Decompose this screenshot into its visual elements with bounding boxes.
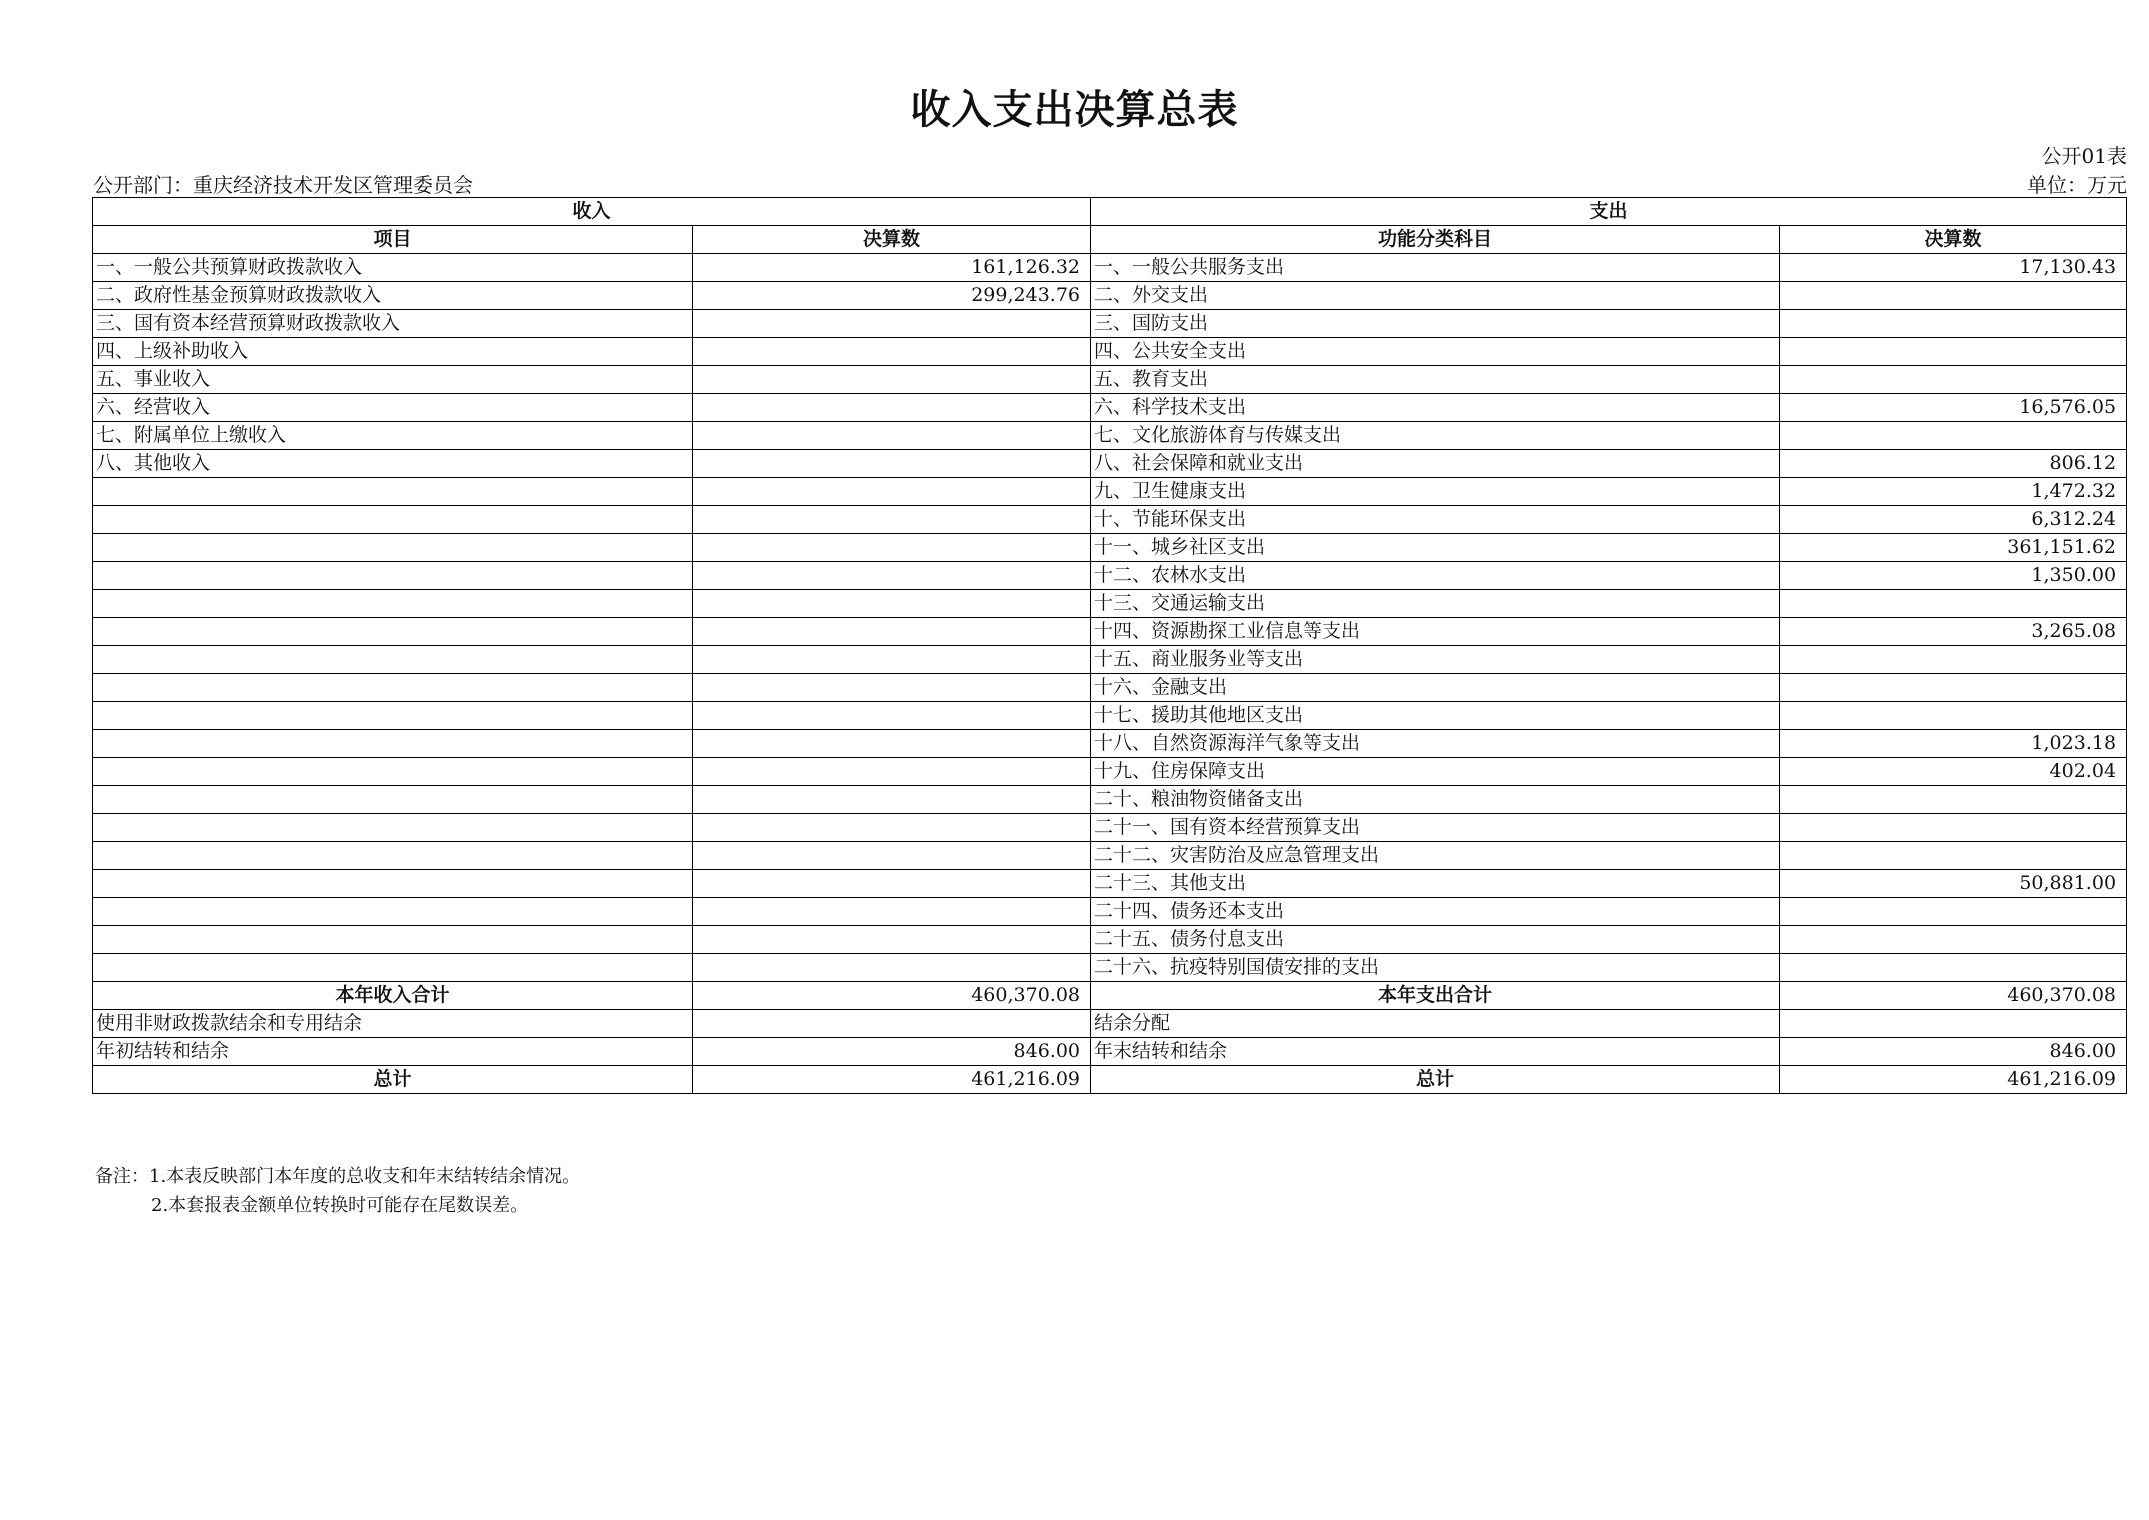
- income-amount-cell: [693, 758, 1091, 786]
- department-label: 公开部门：重庆经济技术开发区管理委员会: [93, 173, 473, 197]
- expense-amount-cell: 50,881.00: [1780, 870, 2127, 898]
- expense-amount-cell: [1780, 282, 2127, 310]
- income-amount-cell: [693, 646, 1091, 674]
- expense-amount-cell: 3,265.08: [1780, 618, 2127, 646]
- income-amount-cell: [693, 926, 1091, 954]
- income-item-cell: [93, 674, 693, 702]
- table-row: [93, 562, 2127, 590]
- expense-category-cell: 十九、住房保障支出: [1091, 758, 1780, 786]
- year-total-row: [93, 982, 2127, 1010]
- income-amount-cell: [693, 674, 1091, 702]
- year-income-total-value: 460,370.08: [693, 982, 1091, 1010]
- income-item-cell: [93, 646, 693, 674]
- year-expense-total-value: 460,370.08: [1780, 982, 2127, 1010]
- column-header-row: [93, 226, 2127, 254]
- income-amount-cell: [693, 366, 1091, 394]
- grand-total-value-left: 461,216.09: [693, 1066, 1091, 1094]
- table-row: [93, 254, 2127, 282]
- table-row: [93, 618, 2127, 646]
- table-row: [93, 730, 2127, 758]
- table-row: [93, 394, 2127, 422]
- table-row: [93, 338, 2127, 366]
- expense-category-cell: 十、节能环保支出: [1091, 506, 1780, 534]
- expense-category-cell: 三、国防支出: [1091, 310, 1780, 338]
- income-amount-cell: [693, 898, 1091, 926]
- income-header: 收入: [93, 198, 1091, 226]
- table-row: [93, 310, 2127, 338]
- income-amount-cell: [693, 786, 1091, 814]
- category-column-header: 功能分类科目: [1091, 226, 1780, 254]
- income-item-cell: [93, 954, 693, 982]
- table-body: [93, 254, 2127, 982]
- income-amount-cell: [693, 870, 1091, 898]
- expense-category-cell: 二十六、抗疫特别国债安排的支出: [1091, 954, 1780, 982]
- expense-amount-cell: 1,472.32: [1780, 478, 2127, 506]
- expense-amount-cell: 1,023.18: [1780, 730, 2127, 758]
- expense-category-cell: 二十一、国有资本经营预算支出: [1091, 814, 1780, 842]
- expense-category-cell: 十一、城乡社区支出: [1091, 534, 1780, 562]
- income-amount-cell: [693, 562, 1091, 590]
- table-row: [93, 478, 2127, 506]
- income-amount-column-header: 决算数: [693, 226, 1091, 254]
- expense-amount-cell: 361,151.62: [1780, 534, 2127, 562]
- expense-amount-cell: [1780, 310, 2127, 338]
- income-item-cell: [93, 926, 693, 954]
- note-2: 2.本套报表金额单位转换时可能存在尾数误差。: [151, 1195, 529, 1216]
- income-item-cell: [93, 870, 693, 898]
- expense-category-cell: 四、公共安全支出: [1091, 338, 1780, 366]
- expense-amount-cell: [1780, 366, 2127, 394]
- expense-category-cell: 十五、商业服务业等支出: [1091, 646, 1780, 674]
- note-1: 备注：1.本表反映部门本年度的总收支和年末结转结余情况。: [95, 1166, 581, 1187]
- expense-category-cell: 十二、农林水支出: [1091, 562, 1780, 590]
- income-item-cell: [93, 534, 693, 562]
- income-item-cell: [93, 842, 693, 870]
- table-row: [93, 282, 2127, 310]
- income-amount-cell: [693, 506, 1091, 534]
- expense-category-cell: 六、科学技术支出: [1091, 394, 1780, 422]
- nonfiscal-value: [693, 1010, 1091, 1038]
- table-row: [93, 758, 2127, 786]
- expense-amount-cell: [1780, 702, 2127, 730]
- income-amount-cell: [693, 618, 1091, 646]
- nonfiscal-row: [93, 1010, 2127, 1038]
- expense-category-cell: 十七、援助其他地区支出: [1091, 702, 1780, 730]
- income-amount-cell: [693, 310, 1091, 338]
- expense-amount-cell: 6,312.24: [1780, 506, 2127, 534]
- table-row: [93, 534, 2127, 562]
- income-amount-cell: [693, 394, 1091, 422]
- income-item-cell: [93, 898, 693, 926]
- expense-amount-cell: [1780, 954, 2127, 982]
- expense-category-cell: 二十五、债务付息支出: [1091, 926, 1780, 954]
- expense-category-cell: 十三、交通运输支出: [1091, 590, 1780, 618]
- expense-amount-cell: [1780, 842, 2127, 870]
- table-row: [93, 954, 2127, 982]
- income-item-cell: [93, 590, 693, 618]
- expense-header: 支出: [1091, 198, 2127, 226]
- surplus-distribution-value: [1780, 1010, 2127, 1038]
- expense-amount-cell: [1780, 674, 2127, 702]
- nonfiscal-label: 使用非财政拨款结余和专用结余: [93, 1010, 693, 1038]
- table-row: [93, 366, 2127, 394]
- table-row: [93, 702, 2127, 730]
- income-item-cell: [93, 478, 693, 506]
- expense-category-cell: 二十四、债务还本支出: [1091, 898, 1780, 926]
- expense-category-cell: 八、社会保障和就业支出: [1091, 450, 1780, 478]
- income-amount-cell: [693, 590, 1091, 618]
- table-row: [93, 450, 2127, 478]
- expense-amount-cell: [1780, 814, 2127, 842]
- income-amount-cell: [693, 338, 1091, 366]
- grand-total-label-right: 总计: [1091, 1066, 1780, 1094]
- expense-amount-cell: [1780, 786, 2127, 814]
- table-row: [93, 870, 2127, 898]
- surplus-distribution-label: 结余分配: [1091, 1010, 1780, 1038]
- expense-amount-cell: 17,130.43: [1780, 254, 2127, 282]
- ending-carryover-label: 年末结转和结余: [1091, 1038, 1780, 1066]
- income-item-cell: [93, 506, 693, 534]
- income-item-cell: [93, 730, 693, 758]
- income-amount-cell: [693, 478, 1091, 506]
- year-income-total-label: 本年收入合计: [93, 982, 693, 1010]
- table-row: [93, 786, 2127, 814]
- expense-amount-cell: [1780, 590, 2127, 618]
- grand-total-value-right: 461,216.09: [1780, 1066, 2127, 1094]
- ending-carryover-value: 846.00: [1780, 1038, 2127, 1066]
- expense-amount-cell: 16,576.05: [1780, 394, 2127, 422]
- expense-category-cell: 二十、粮油物资储备支出: [1091, 786, 1780, 814]
- unit-label: 单位：万元: [2027, 173, 2127, 197]
- income-item-cell: [93, 786, 693, 814]
- expense-amount-cell: [1780, 926, 2127, 954]
- table-row: [93, 814, 2127, 842]
- beginning-carryover-value: 846.00: [693, 1038, 1091, 1066]
- expense-category-cell: 十四、资源勘探工业信息等支出: [1091, 618, 1780, 646]
- notes: [95, 1162, 580, 1220]
- income-amount-cell: [693, 954, 1091, 982]
- income-amount-cell: [693, 450, 1091, 478]
- grand-total-row: [93, 1066, 2127, 1094]
- expense-category-cell: 九、卫生健康支出: [1091, 478, 1780, 506]
- page-title: 收入支出决算总表: [910, 87, 1239, 133]
- income-item-cell: 七、附属单位上缴收入: [93, 422, 693, 450]
- table-row: [93, 590, 2127, 618]
- grand-total-label-left: 总计: [93, 1066, 693, 1094]
- expense-category-cell: 五、教育支出: [1091, 366, 1780, 394]
- income-amount-cell: 299,243.76: [693, 282, 1091, 310]
- income-item-cell: 二、政府性基金预算财政拨款收入: [93, 282, 693, 310]
- beginning-carryover-label: 年初结转和结余: [93, 1038, 693, 1066]
- expense-category-cell: 二十三、其他支出: [1091, 870, 1780, 898]
- income-amount-cell: [693, 422, 1091, 450]
- expense-amount-cell: [1780, 338, 2127, 366]
- year-expense-total-label: 本年支出合计: [1091, 982, 1780, 1010]
- income-amount-cell: [693, 702, 1091, 730]
- income-item-cell: 一、一般公共预算财政拨款收入: [93, 254, 693, 282]
- expense-category-cell: 二、外交支出: [1091, 282, 1780, 310]
- expense-category-cell: 七、文化旅游体育与传媒支出: [1091, 422, 1780, 450]
- group-header-row: [93, 198, 2127, 226]
- table-row: [93, 506, 2127, 534]
- income-item-cell: [93, 618, 693, 646]
- table-row: [93, 674, 2127, 702]
- expense-amount-cell: [1780, 646, 2127, 674]
- expense-category-cell: 十八、自然资源海洋气象等支出: [1091, 730, 1780, 758]
- expense-category-cell: 二十二、灾害防治及应急管理支出: [1091, 842, 1780, 870]
- table-row: [93, 898, 2127, 926]
- expense-amount-cell: 402.04: [1780, 758, 2127, 786]
- income-item-cell: 四、上级补助收入: [93, 338, 693, 366]
- table-code: 公开01表: [2041, 144, 2127, 168]
- income-item-cell: 三、国有资本经营预算财政拨款收入: [93, 310, 693, 338]
- income-item-cell: [93, 562, 693, 590]
- table-row: [93, 422, 2127, 450]
- income-amount-cell: [693, 534, 1091, 562]
- expense-amount-cell: 806.12: [1780, 450, 2127, 478]
- expense-category-cell: 一、一般公共服务支出: [1091, 254, 1780, 282]
- expense-amount-cell: [1780, 898, 2127, 926]
- income-amount-cell: 161,126.32: [693, 254, 1091, 282]
- carryover-row: [93, 1038, 2127, 1066]
- income-amount-cell: [693, 814, 1091, 842]
- income-expense-table: [92, 197, 2127, 1094]
- income-item-cell: 八、其他收入: [93, 450, 693, 478]
- expense-amount-column-header: 决算数: [1780, 226, 2127, 254]
- income-amount-cell: [693, 730, 1091, 758]
- expense-amount-cell: [1780, 422, 2127, 450]
- table-row: [93, 926, 2127, 954]
- table-row: [93, 646, 2127, 674]
- income-item-cell: 六、经营收入: [93, 394, 693, 422]
- income-item-cell: [93, 702, 693, 730]
- expense-category-cell: 十六、金融支出: [1091, 674, 1780, 702]
- income-amount-cell: [693, 842, 1091, 870]
- income-item-cell: 五、事业收入: [93, 366, 693, 394]
- table-row: [93, 842, 2127, 870]
- item-column-header: 项目: [93, 226, 693, 254]
- income-item-cell: [93, 814, 693, 842]
- income-item-cell: [93, 758, 693, 786]
- expense-amount-cell: 1,350.00: [1780, 562, 2127, 590]
